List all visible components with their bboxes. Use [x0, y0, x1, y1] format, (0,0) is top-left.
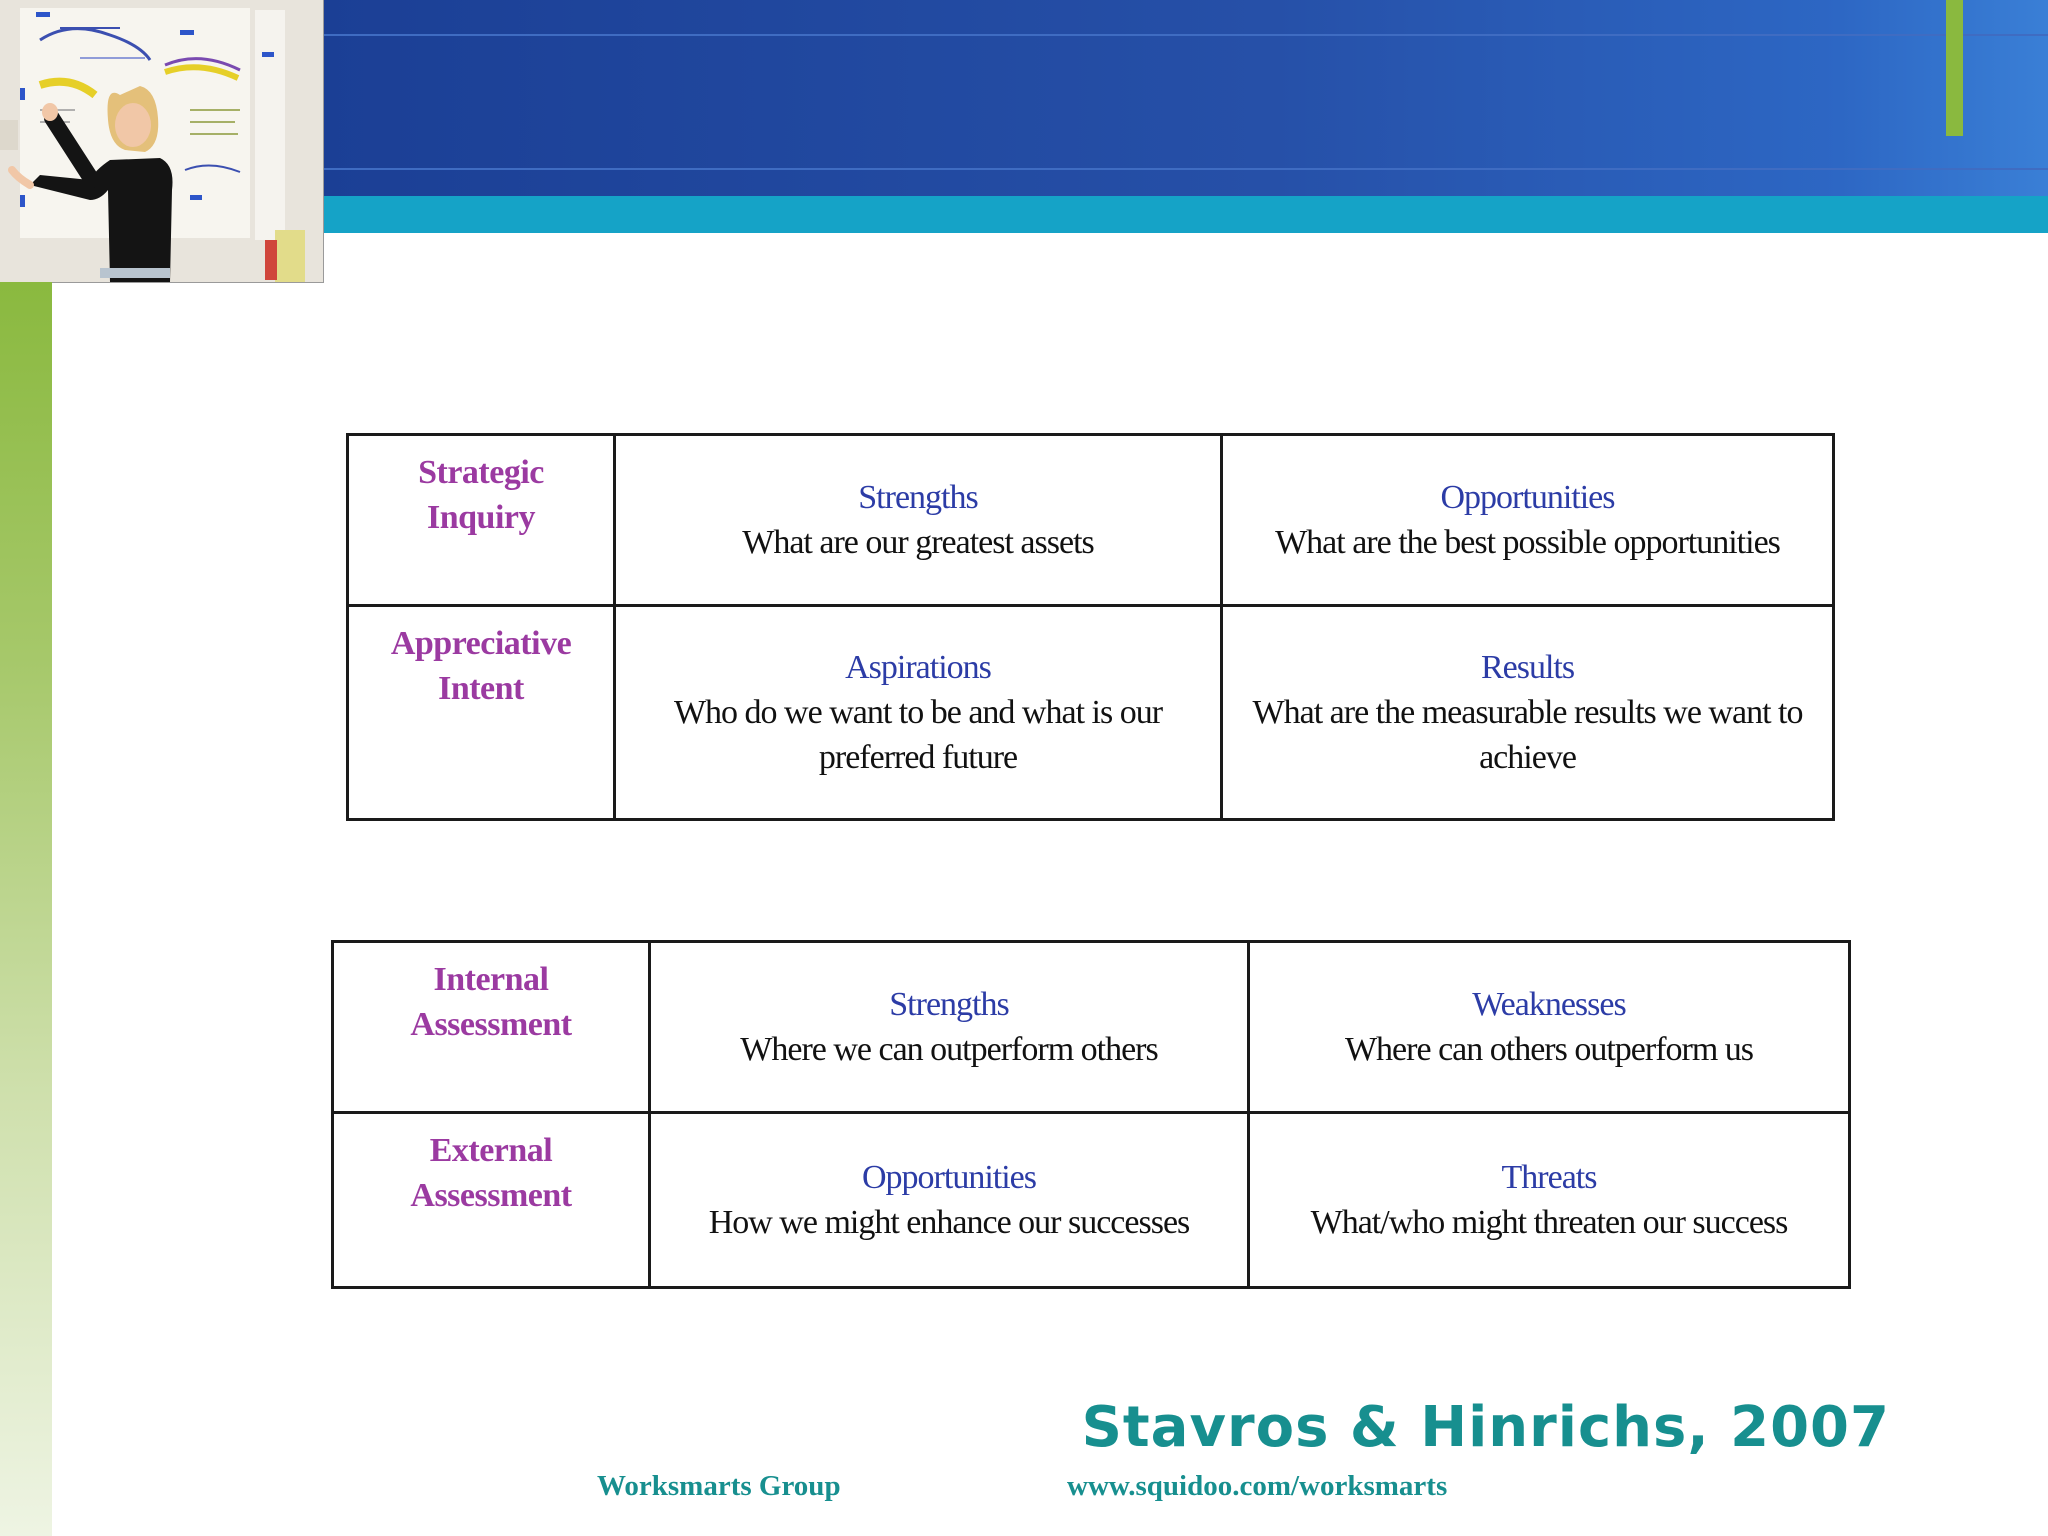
footer-company: Worksmarts Group [597, 1470, 841, 1502]
cell-text: Where we can outperform others [740, 1031, 1158, 1068]
row-heading-strategic-inquiry: Strategic Inquiry [348, 435, 615, 606]
banner-teal-band [323, 196, 2048, 233]
cell-aspirations [615, 606, 1222, 820]
soar-matrix-table [346, 433, 1835, 821]
banner-green-accent [1946, 0, 1963, 136]
left-green-sidebar [0, 282, 52, 1536]
cell-title: Aspirations [845, 649, 991, 686]
cell-text: Where can others outperform us [1344, 1031, 1754, 1068]
cell-opportunities [650, 1113, 1249, 1288]
table-row [348, 606, 1834, 820]
cell-title: Strengths [889, 986, 1009, 1023]
cell-text: What are the measurable results we want to achieve [1252, 694, 1803, 776]
table-row [333, 1113, 1850, 1288]
cell-text: What/who might threaten our success [1310, 1204, 1788, 1241]
table-row [348, 435, 1834, 606]
cell-text: What are the best possible opportunities [1275, 524, 1780, 561]
footer-url-link[interactable]: www.squidoo.com/worksmarts [1067, 1470, 1448, 1502]
cell-title: Opportunities [862, 1159, 1036, 1196]
cell-title: Results [1480, 649, 1575, 686]
cell-text: How we might enhance our successes [708, 1204, 1190, 1241]
facilitator-photo [0, 0, 324, 283]
banner-line [323, 168, 2048, 170]
cell-title: Strengths [858, 479, 978, 516]
row-heading-internal-assessment: Internal Assessment [333, 942, 650, 1113]
cell-weaknesses [1249, 942, 1850, 1113]
banner-line [323, 34, 2048, 36]
row-heading-appreciative-intent: Appreciative Intent [348, 606, 615, 820]
table-row [333, 942, 1850, 1113]
cell-title: Opportunities [1440, 479, 1615, 516]
cell-opportunities [1222, 435, 1834, 606]
citation: Stavros & Hinrichs, 2007 [1081, 1395, 1890, 1460]
cell-threats [1249, 1113, 1850, 1288]
row-heading-external-assessment: External Assessment [333, 1113, 650, 1288]
cell-text: What are our greatest assets [742, 524, 1094, 561]
cell-title: Weaknesses [1472, 986, 1626, 1023]
banner-dark-band [323, 0, 2048, 196]
whiteboard-photo-icon [0, 0, 323, 282]
swot-matrix-table [331, 940, 1851, 1289]
cell-text: Who do we want to be and what is our preferred future [673, 694, 1163, 776]
cell-results [1222, 606, 1834, 820]
cell-strengths [650, 942, 1249, 1113]
cell-strengths [615, 435, 1222, 606]
cell-title: Threats [1501, 1159, 1597, 1196]
